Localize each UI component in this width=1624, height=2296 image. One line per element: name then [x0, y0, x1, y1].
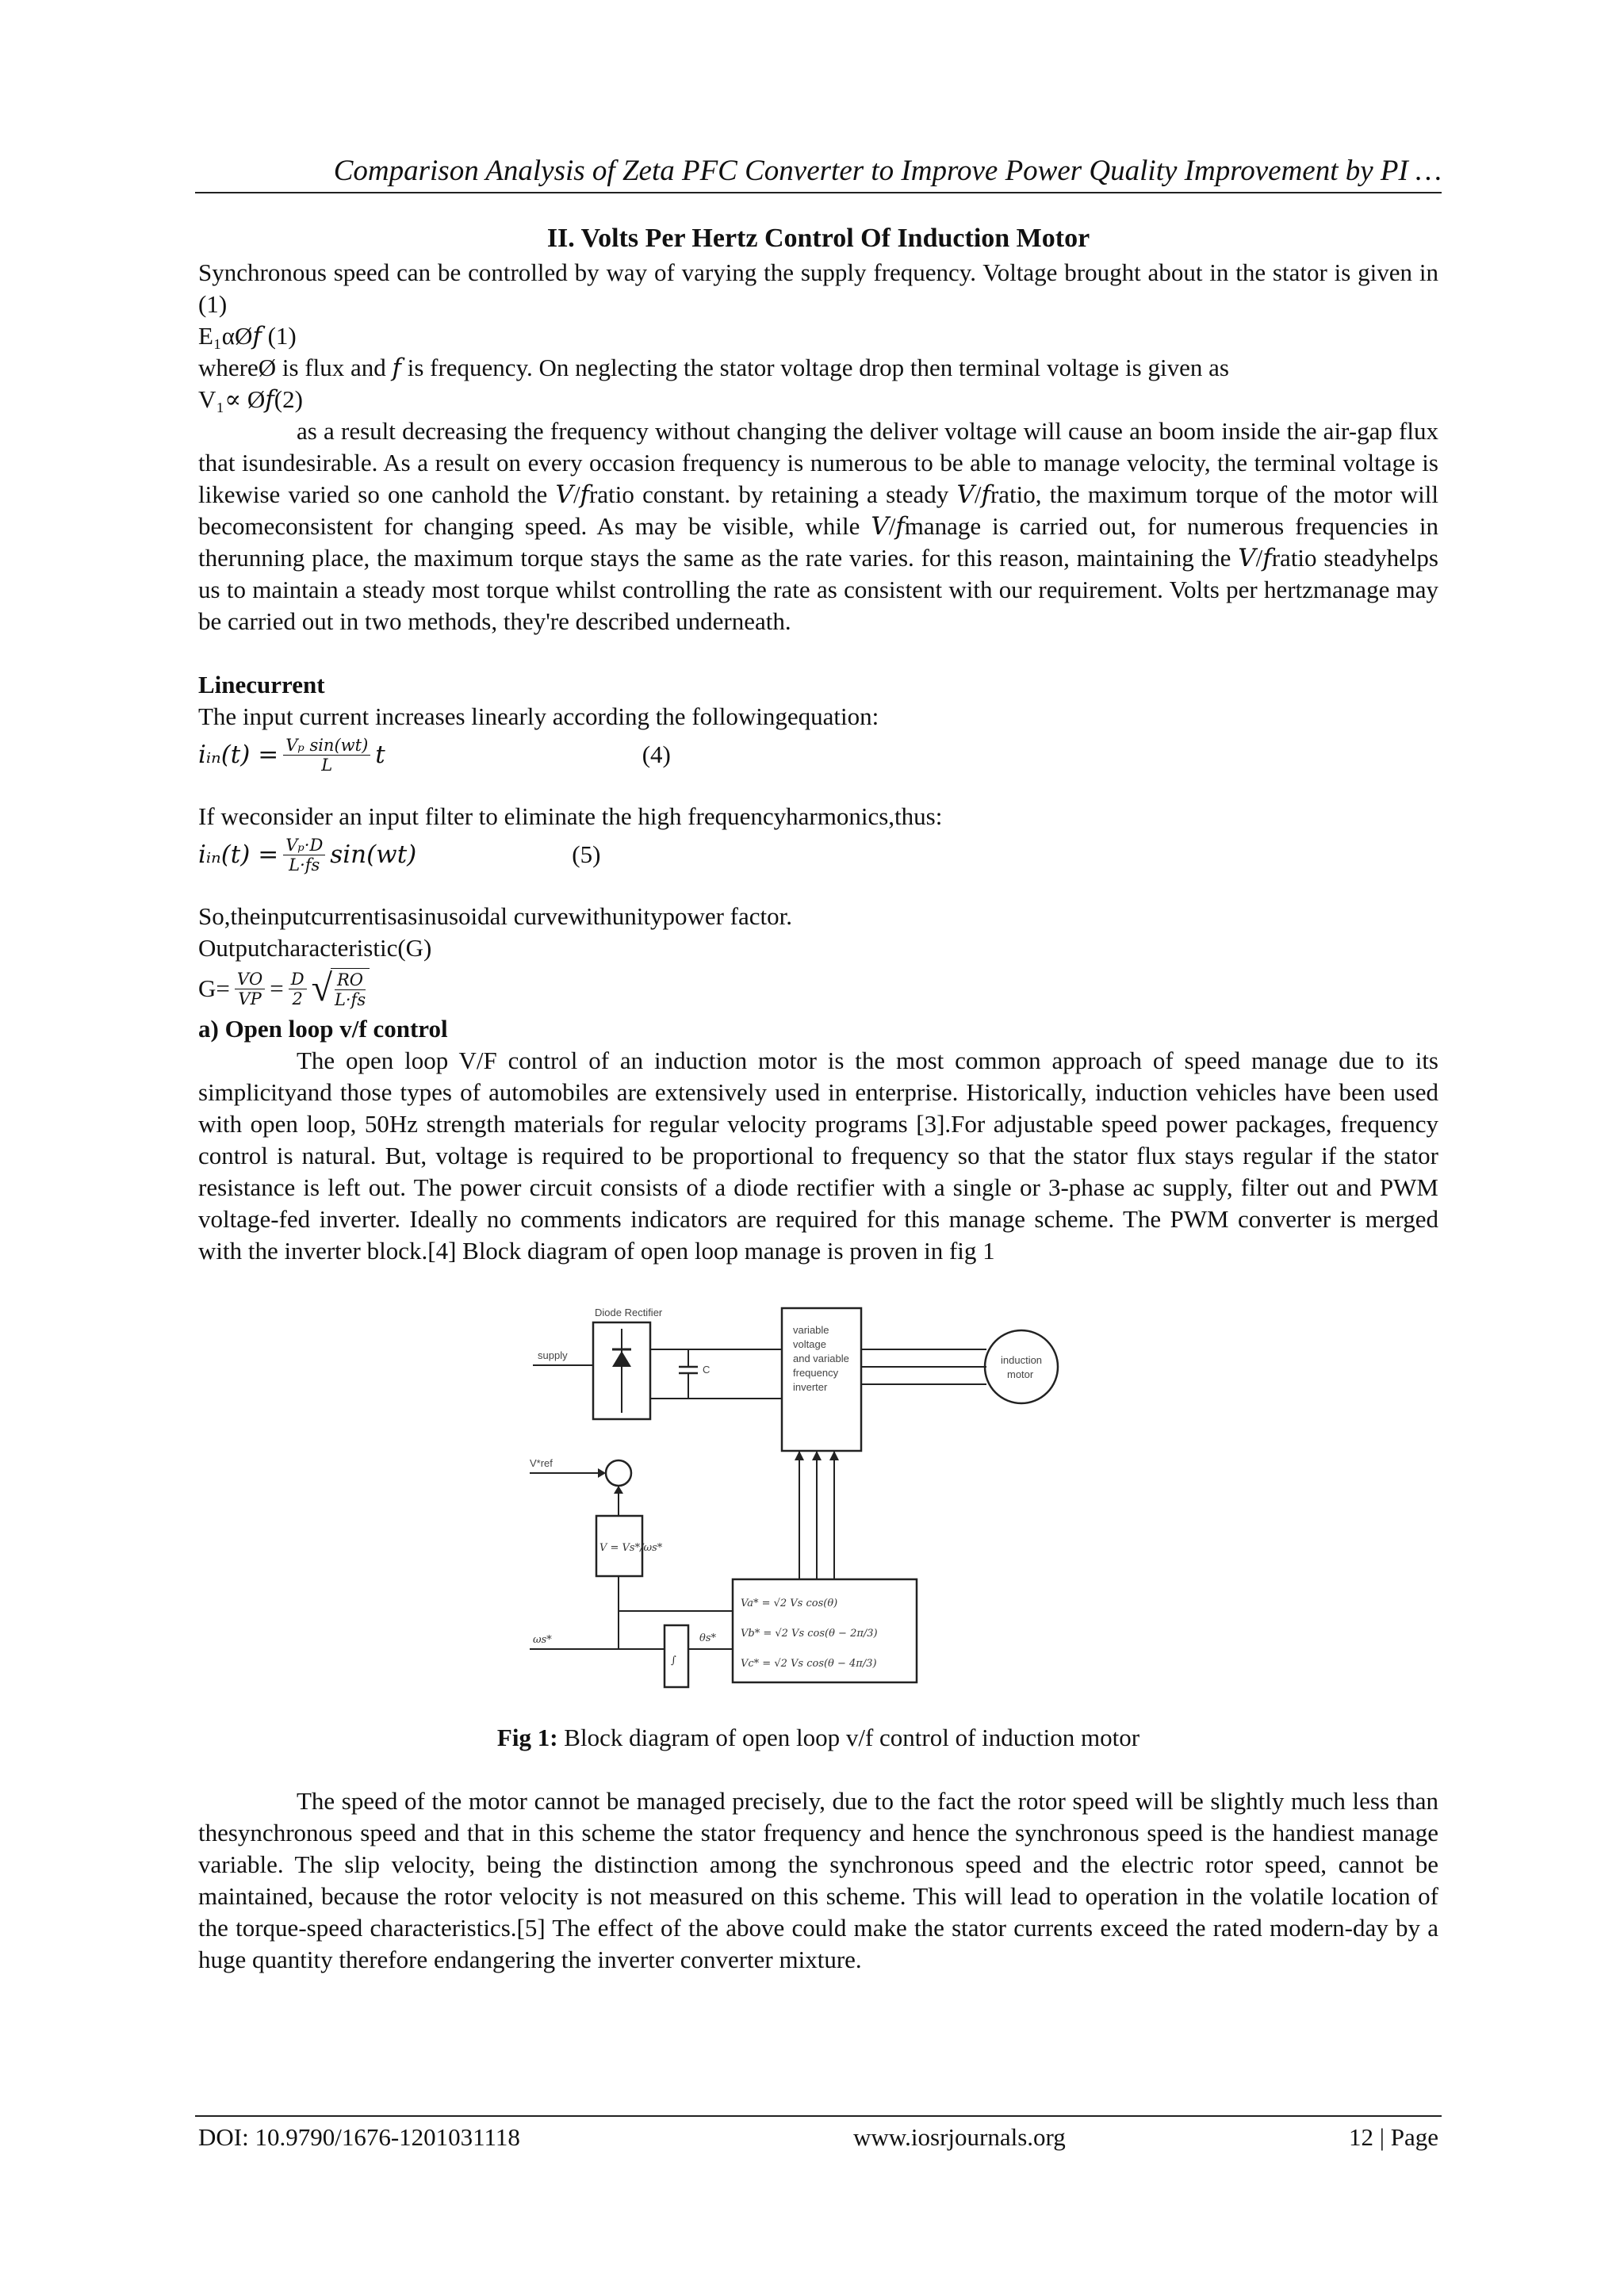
running-footer	[195, 2115, 1442, 2151]
g-num-1: 𝑉𝑂	[235, 970, 265, 989]
inverter-label-5: inverter	[793, 1381, 828, 1393]
eq4-numerator: 𝑉ₚ sin(𝑤𝑡)	[283, 736, 370, 756]
eq5-tail: sin(𝑤𝑡)	[330, 840, 417, 869]
g-equals: =	[270, 974, 284, 1002]
eq5-numerator: 𝑉ₚ·𝐷	[283, 836, 325, 855]
motor-icon	[985, 1330, 1058, 1403]
capacitor-label: C	[703, 1364, 710, 1376]
summing-junction-icon	[606, 1460, 631, 1486]
eq5-fraction	[283, 836, 325, 874]
integrator-label: ∫	[671, 1655, 676, 1667]
motor-label-2: motor	[1007, 1368, 1034, 1380]
g-fraction-1	[235, 970, 265, 1008]
equation-g	[198, 964, 1438, 1013]
caption-text: Block diagram of open loop v/f control of induction motor	[557, 1724, 1140, 1751]
g-den-2: 2	[292, 989, 303, 1008]
g-sqrt-num: 𝑅𝑂	[335, 970, 366, 990]
output-characteristic-label: Outputcharacteristic(G)	[198, 934, 432, 962]
theta-label: θs*	[699, 1632, 716, 1644]
inverter-label-3: and variable	[793, 1353, 849, 1364]
g-sqrt	[312, 968, 370, 1009]
footer-doi: DOI: 10.9790/1676-1201031118	[198, 2123, 520, 2151]
eq4-lhs: 𝑖ᵢₙ(𝑡) =	[198, 740, 279, 769]
linecurrent-heading: Linecurrent	[198, 671, 325, 698]
paragraph-flux: whereØ is flux and 𝑓 is frequency. On neglecting the stator voltage drop then terminal voltage is given as	[198, 354, 1229, 381]
omega-label: ωs*	[533, 1634, 552, 1646]
eq4-label: (4)	[642, 740, 671, 768]
equation-5	[198, 832, 1438, 877]
paragraph-vf-ratio: as a result decreasing the frequency without changing the deliver voltage will cause an boom inside the air-gap flux that isundesirable. As a result on every occasion frequency is numerous to be able to manage velocity, the terminal voltage is likewise varied so one canhold the 𝑉/𝑓ratio constant. by retaining a steady 𝑉/𝑓ratio, the maximum torque of the motor will becomeconsistent for changing speed. As may be visible, while 𝑉/𝑓manage is carried out, for numerous frequencies in therunning place, the maximum torque stays the same as the rate varies. for this reason, maintaining the 𝑉/𝑓ratio steadyhelps us to maintain a steady most torque whilst controlling the rate as consistent with our requirement. Volts per hertzmanage may be carried out in two methods, they're described underneath.	[198, 417, 1438, 635]
figure-caption	[198, 1722, 1438, 1754]
openloop-body: The open loop V/F control of an induction motor is the most common approach of speed manage due to its simplicityand those types of automobiles are extensively used in enterprise. Historically, induction vehicles have been used with open loop, 50Hz strength materials for regular velocity programs [3].For adjustable speed power packages, frequency control is natural. But, voltage is required to be proportional to frequency so that the stator flux stays regular if the stator resistance is left out. The power circuit consists of a diode rectifier with a single or 3-phase ac supply, filter out and PWM voltage-fed inverter. Ideally no comments indicators are required for this manage scheme. The PWM converter is merged with the inverter block.[4] Block diagram of open loop manage is proven in fig 1	[198, 1047, 1438, 1265]
closing-paragraph: The speed of the motor cannot be managed precisely, due to the fact the rotor speed will be slightly much less than thesynchronous speed and that in this scheme the stator frequency and hence the synchronous speed is the handiest manage variable. The slip velocity, being the distinction among the synchronous speed and the electric rotor speed, cannot be maintained, because the rotor velocity is not measured on this scheme. This will lead to operation in the volatile location of the torque-speed characteristics.[5] The effect of the above could make the stator currents exceed the rated modern-day by a huge quantity therefore endangering the inverter converter mixture.	[198, 1787, 1438, 1973]
inverter-label-2: voltage	[793, 1338, 826, 1350]
vf-gain-label: V = Vs*/ωs*	[599, 1542, 663, 1554]
integrator-block	[665, 1625, 688, 1687]
supply-label: supply	[538, 1349, 568, 1361]
header-title: Comparison Analysis of Zeta PFC Converter to Improve Power Quality Improvement by PI …	[333, 155, 1442, 187]
g-lhs: G=	[198, 974, 230, 1002]
eq5-denominator: 𝐿·𝑓𝑠	[289, 855, 320, 874]
unity-pf-conclusion: So,theinputcurrentisasinusoidal curvewithunitypower factor.	[198, 902, 792, 930]
equation-1: E₁αØ𝑓 (1)	[198, 322, 297, 350]
eq-phase-a: Va* = √2 Vs cos(θ)	[741, 1598, 838, 1609]
footer-site: www.iosrjournals.org	[853, 2123, 1066, 2151]
vref-label: V*ref	[530, 1457, 553, 1469]
article-body	[198, 220, 1438, 1976]
block-diagram	[530, 1294, 1107, 1722]
g-sqrt-fraction	[332, 970, 368, 1009]
eq4-fraction	[283, 736, 370, 775]
eq4-denominator: 𝐿	[321, 755, 333, 775]
equation-2: V₁∝ Ø𝑓(2)	[198, 385, 303, 413]
linecurrent-intro: The input current increases linearly according the followingequation:	[198, 702, 879, 730]
caption-label: Fig 1:	[496, 1724, 558, 1751]
g-fraction-2	[289, 970, 307, 1008]
figure-1	[198, 1294, 1438, 1722]
eq5-label: (5)	[572, 840, 601, 868]
eq5-lhs: 𝑖ᵢₙ(𝑡) =	[198, 840, 279, 869]
eq-phase-b: Vb* = √2 Vs cos(θ − 2π/3)	[741, 1628, 878, 1640]
running-header	[195, 151, 1442, 193]
g-sqrt-den: 𝐿·𝑓𝑠	[334, 990, 366, 1009]
eq4-tail: 𝑡	[375, 740, 385, 769]
eq-phase-c: Vc* = √2 Vs cos(θ − 4π/3)	[741, 1658, 877, 1670]
inverter-label-1: variable	[793, 1324, 829, 1336]
footer-page: 12 | Page	[1349, 2123, 1438, 2151]
sqrt-icon: √	[311, 967, 332, 1009]
section-heading: II. Volts Per Hertz Control Of Induction Motor	[546, 224, 1090, 253]
paragraph-intro: Synchronous speed can be controlled by way of varying the supply frequency. Voltage brought about in the stator is given in (1)	[198, 258, 1438, 318]
filter-text: If weconsider an input filter to eliminate the high frequencyharmonics,thus:	[198, 802, 943, 830]
g-num-2: 𝐷	[289, 970, 307, 989]
inverter-label-4: frequency	[793, 1367, 839, 1379]
motor-label-1: induction	[1001, 1354, 1043, 1366]
openloop-heading: a) Open loop v/f control	[198, 1015, 448, 1043]
g-den-1: 𝑉𝑃	[238, 989, 262, 1008]
rectifier-label: Diode Rectifier	[595, 1307, 663, 1318]
equation-4	[198, 733, 1438, 777]
